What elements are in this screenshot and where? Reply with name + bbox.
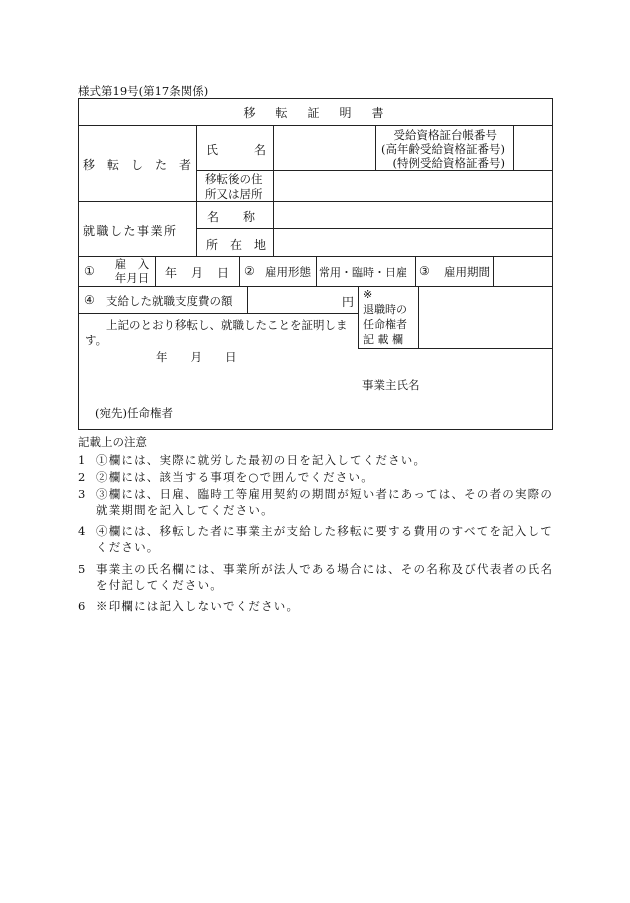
circle-2-mark: ② <box>244 264 255 278</box>
hire-date-label: 雇 入 年月日 <box>114 257 150 285</box>
note-item: 5 事業主の氏名欄には、事業所が法人である場合には、その名称及び代表者の氏名を付記してください。 <box>78 562 554 592</box>
yen-unit: 円 <box>342 295 355 309</box>
employment-type-label: 雇用形態 <box>265 265 311 279</box>
addressee: (宛先)任命権者 <box>95 406 173 420</box>
memo-mark: ※ <box>363 288 373 301</box>
employer-name-label: 事業主氏名 <box>362 378 420 392</box>
employment-type-options: 常用・臨時・日雇 <box>319 266 407 279</box>
note-item: 2 ②欄には、該当する事項を○で囲んでください。 <box>78 470 374 484</box>
form-id: 様式第19号(第17条関係) <box>78 84 209 98</box>
note-item: 4 ④欄には、移転した者に事業主が支給した移転に要する費用のすべてを記入してください。 <box>78 524 553 554</box>
name-label: 氏 名 <box>206 143 267 157</box>
hire-date-fields: 年 月 日 <box>164 266 230 280</box>
relocation-allowance-label: 支給した就職支度費の額 <box>106 294 233 308</box>
certification-date: 年 月 日 <box>156 350 237 364</box>
note-item: 1 ①欄には、実際に就労した最初の日を記入してください。 <box>78 453 427 467</box>
new-address-label: 移転後の住 所又は居所 <box>205 172 263 201</box>
employment-period-label: 雇用期間 <box>444 265 490 279</box>
notes-heading: 記載上の注意 <box>78 435 147 449</box>
note-item: 3 ③欄には、日雇、臨時工等雇用契約の期間が短い者にあっては、その者の実際の就業期間を記入してください。 <box>78 487 554 517</box>
form-title: 移 転 証 明 書 <box>243 106 388 120</box>
office-name-label: 名 称 <box>207 210 256 224</box>
circle-4-mark: ④ <box>84 293 95 307</box>
insured-number-label: 受給資格証台帳番号 (高年齢受給資格証番号) (特例受給資格証番号) <box>381 128 505 170</box>
circle-1-mark: ① <box>84 264 95 278</box>
certification-text-line1: 上記のとおり移転し、就職したことを証明しま <box>106 318 348 332</box>
circle-3-mark: ③ <box>419 264 430 278</box>
appointing-authority-memo-label: ※ 退職時の 任命権者 記 載 欄 <box>363 288 407 346</box>
mover-label: 移 転 し た 者 <box>82 158 191 172</box>
note-item: 6 ※印欄には記入しないでください。 <box>78 599 300 613</box>
office-location-label: 所 在 地 <box>206 238 267 252</box>
employer-office-label: 就職した事業所 <box>83 224 178 238</box>
certification-text-line2: す。 <box>85 333 108 347</box>
